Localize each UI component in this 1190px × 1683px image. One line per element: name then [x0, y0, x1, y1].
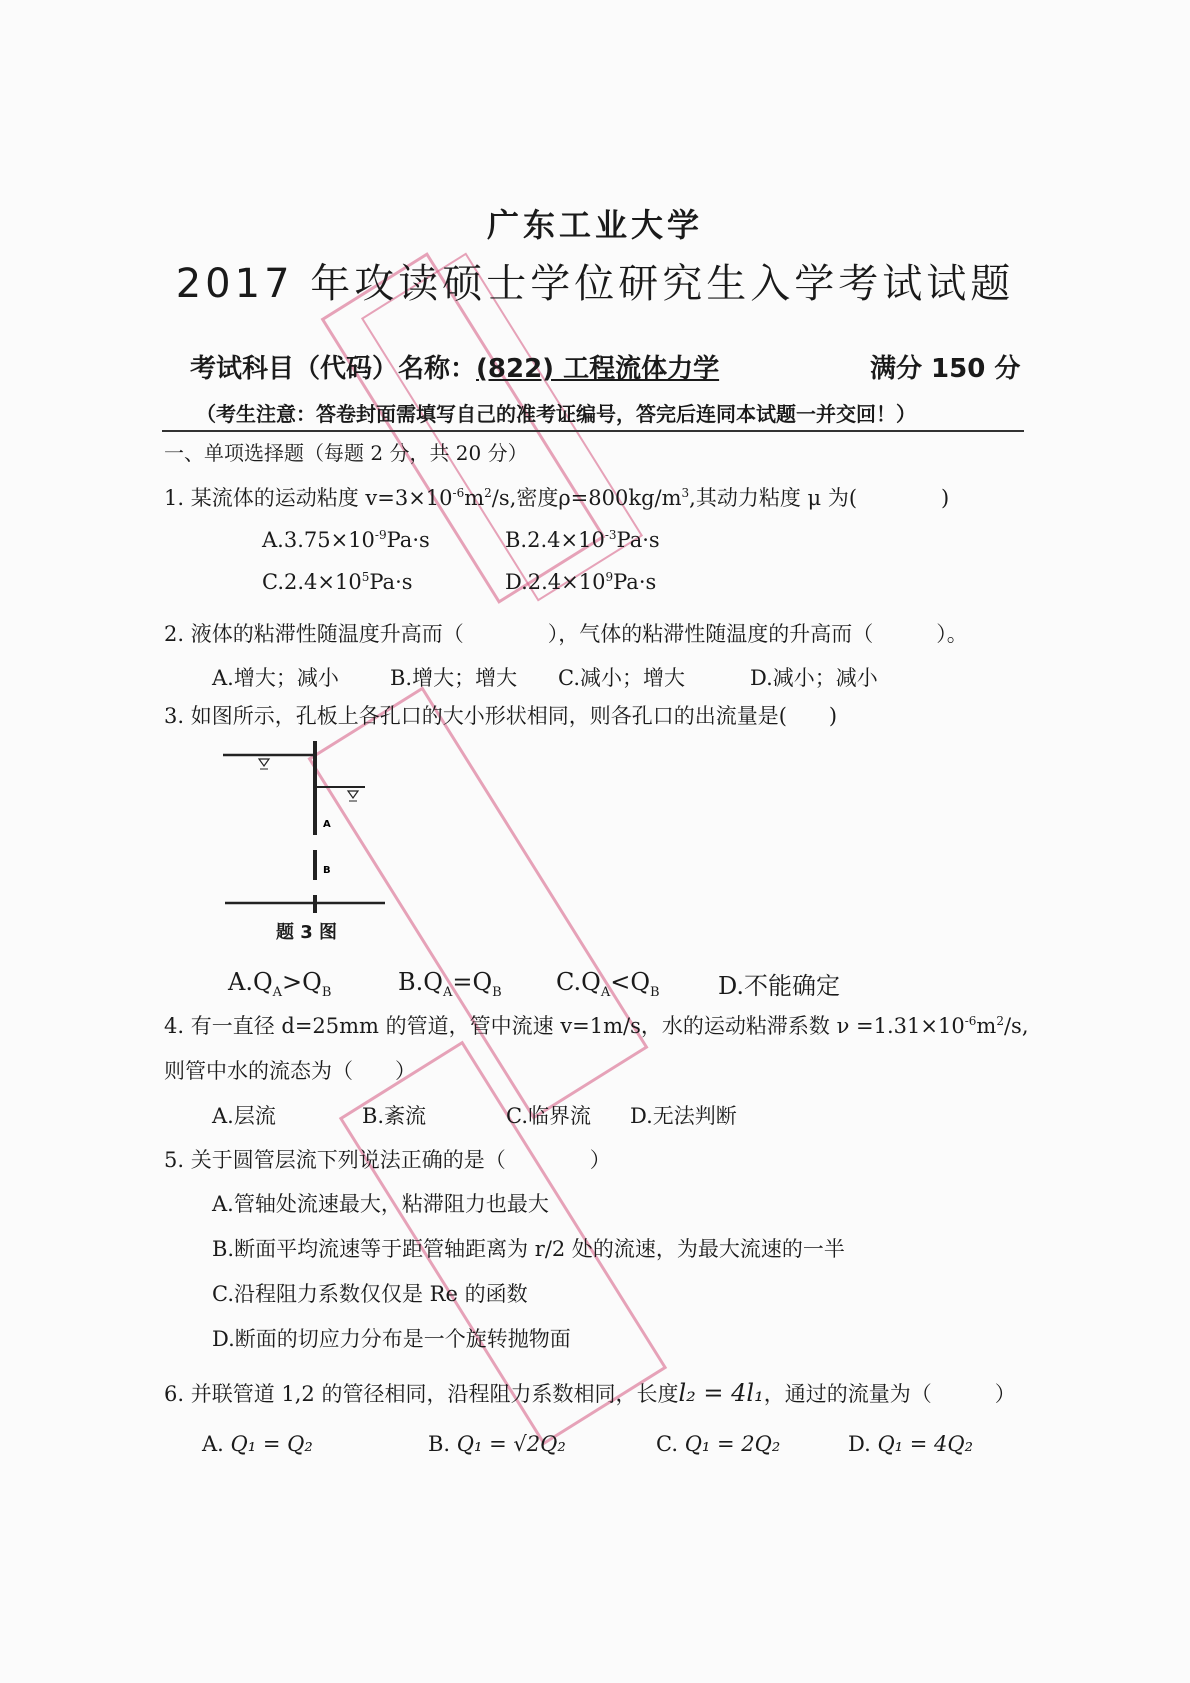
q3-opt-b-p: B.Q: [398, 968, 443, 996]
downstream-level-marker: [348, 791, 358, 798]
q3-option-b: [398, 968, 502, 1000]
q2-option-b: B.增大；增大: [390, 666, 518, 690]
subject-prefix: 考试科目（代码）名称：: [190, 354, 477, 384]
q1-text-c: /s,密度ρ=800kg/m: [491, 486, 682, 510]
q4-text-c: /s,: [1003, 1014, 1029, 1038]
q1-opt-c-exp: 5: [361, 570, 370, 584]
q1-option-a: [262, 528, 430, 552]
q5-option-c: C.沿程阻力系数仅仅是 Re 的函数: [212, 1282, 528, 1306]
question-2-stem: 2. 液体的粘滞性随温度升高而（ ），气体的粘滞性随温度的升高而（ ）。: [164, 622, 968, 646]
q1-opt-a-text: A.3.75×10: [262, 528, 375, 552]
q6-option-d: [848, 1432, 973, 1456]
q4-option-a: A.层流: [212, 1104, 276, 1128]
q3-opt-a-m: >Q: [282, 968, 322, 996]
q4-option-d: D.无法判断: [630, 1104, 737, 1128]
q1-opt-a-exp: -9: [374, 528, 387, 542]
q3-option-a: [228, 968, 331, 1000]
q1-text-b: m: [464, 486, 485, 510]
q1-opt-a-unit: Pa·s: [386, 528, 430, 552]
q5-option-a: A.管轴处流速最大，粘滞阻力也最大: [212, 1192, 549, 1216]
q1-opt-d-text: D.2.4×10: [505, 570, 606, 594]
header-divider: [162, 430, 1024, 432]
q6-option-a: [202, 1432, 313, 1456]
q2-option-d: D.减小；减小: [750, 666, 878, 690]
q6-opt-d-label: D.: [848, 1432, 871, 1456]
q2-option-a: A.增大；减小: [212, 666, 339, 690]
q4-text-a: 4. 有一直径 d=25mm 的管道，管中流速 v=1m/s，水的运动粘滞系数 ν =1.31×10: [164, 1014, 965, 1038]
q1-text-d: ,其动力粘度 μ 为( ): [689, 486, 950, 510]
q3-opt-c-s2: B: [650, 984, 660, 1000]
q3-option-d: D.不能确定: [718, 972, 841, 1000]
q1-opt-d-exp: 9: [605, 570, 614, 584]
q6-opt-c-expr: Q₁ = 2Q₂: [684, 1432, 781, 1456]
q1-exp-3: 3: [681, 486, 690, 500]
q6-opt-b-label: B.: [428, 1432, 451, 1456]
exam-title: 2017 年攻读硕士学位研究生入学考试试题: [175, 261, 1015, 307]
q4-exp-1: -6: [964, 1014, 977, 1028]
q3-opt-b-m: =Q: [452, 968, 493, 996]
q6-text-b: ，通过的流量为（ ）: [763, 1382, 1016, 1406]
question-4-stem: [164, 1010, 1029, 1040]
q3-opt-c-s1: A: [600, 984, 611, 1000]
q3-opt-c-p: C.Q: [556, 968, 601, 996]
question-6-stem: [164, 1378, 1016, 1408]
candidate-notice: （考生注意：答卷封面需填写自己的准考证编号，答完后连同本试题一并交回！）: [196, 402, 916, 426]
q4-option-b: B.紊流: [362, 1104, 427, 1128]
q3-opt-a-s2: B: [321, 984, 332, 1000]
q6-opt-a-label: A.: [202, 1432, 224, 1456]
q1-exp-1: -6: [452, 486, 465, 500]
q3-opt-c-m: <Q: [610, 968, 650, 996]
subject-code: (822) 工程流体力学: [476, 354, 720, 384]
q4-exp-2: 2: [996, 1014, 1004, 1028]
q1-text-a: 1. 某流体的运动粘度 v=3×10: [164, 486, 453, 510]
full-score: 满分 150 分: [870, 354, 1021, 384]
q1-exp-2: 2: [484, 486, 492, 500]
q6-opt-d-expr: Q₁ = 4Q₂: [877, 1432, 974, 1456]
upstream-level-marker: [259, 759, 269, 766]
q1-option-c: [262, 570, 413, 594]
q6-length-relation: l₂ = 4l₁: [678, 1379, 764, 1407]
q4-text-b: m: [976, 1014, 997, 1038]
q1-option-b: [505, 528, 660, 552]
university-name: 广东工业大学: [486, 206, 703, 244]
q5-option-b: B.断面平均流速等于距管轴距离为 r/2 处的流速，为最大流速的一半: [212, 1237, 845, 1261]
q6-opt-c-label: C.: [656, 1432, 678, 1456]
q6-text-a: 6. 并联管道 1,2 的管径相同，沿程阻力系数相同，长度: [164, 1382, 679, 1406]
question-5-stem: 5. 关于圆管层流下列说法正确的是（ ）: [164, 1148, 611, 1172]
q5-option-d: D.断面的切应力分布是一个旋转抛物面: [212, 1327, 571, 1351]
question-1-stem: [164, 482, 949, 512]
q3-figure-caption: 题 3 图: [276, 922, 338, 943]
section-title: 一、单项选择题（每题 2 分，共 20 分）: [164, 441, 528, 465]
q6-opt-a-expr: Q₁ = Q₂: [230, 1432, 313, 1456]
question-3-stem: 3. 如图所示，孔板上各孔口的大小形状相同，则各孔口的出流量是( ): [164, 704, 838, 728]
q6-option-c: [656, 1432, 780, 1456]
q6-opt-b-expr: Q₁ = √2Q₂: [456, 1432, 566, 1456]
q1-option-d: [505, 570, 656, 594]
q3-opt-b-s2: B: [492, 984, 502, 1000]
q3-opt-b-s1: A: [442, 984, 453, 1000]
q1-opt-b-exp: -3: [604, 528, 617, 542]
q1-opt-d-unit: Pa·s: [613, 570, 657, 594]
q2-option-c: C.减小；增大: [558, 666, 685, 690]
question-4-stem-line2: 则管中水的流态为（ ）: [164, 1059, 416, 1083]
q3-option-c: [556, 968, 660, 1000]
q1-opt-c-text: C.2.4×10: [262, 570, 362, 594]
orifice-label-a: A: [323, 819, 331, 830]
orifice-label-b: B: [323, 865, 331, 876]
subject-line: [190, 348, 719, 385]
q3-opt-a-s1: A: [272, 984, 283, 1000]
q6-option-b: [428, 1432, 566, 1456]
q3-orifice-plate-figure: [215, 735, 395, 945]
q1-opt-b-unit: Pa·s: [616, 528, 660, 552]
q1-opt-c-unit: Pa·s: [369, 570, 413, 594]
q3-opt-a-p: A.Q: [228, 968, 273, 996]
q1-opt-b-text: B.2.4×10: [505, 528, 605, 552]
q4-option-c: C.临界流: [506, 1104, 591, 1128]
